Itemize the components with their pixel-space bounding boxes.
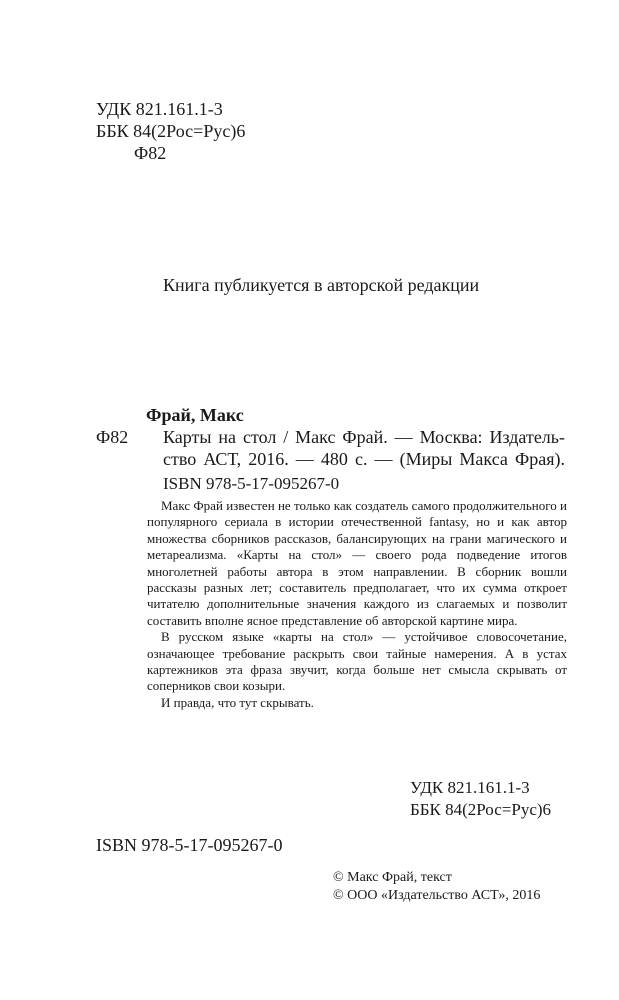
entry-isbn: ISBN 978-5-17-095267-0: [163, 474, 340, 493]
annotation-paragraph: Макс Фрай известен не только как создатель самого продолжительного и популярного сериала в истории отечественной fantasy, но и как автор множества сборников рассказов, балансирующих на грани магического и метареализма. «Карты на стол» — своего рода подведение итогов многолетней работы автора в этом направлении. В сборник вошли рассказы разных лет; составитель предполагает, что их сумма откроет читателю дополнительные значения каждого из слагаемых и позволит составить вполне ясное представление об авторской картине мира.: [147, 498, 567, 628]
bibliographic-line-1: Карты на стол / Макс Фрай. — Москва: Издатель-: [163, 427, 565, 447]
annotation-paragraph: И правда, что тут скрывать.: [161, 694, 314, 710]
editorial-notice: Книга публикуется в авторской редакции: [163, 275, 480, 295]
annotation-paragraph: В русском языке «карты на стол» — устойчивое словосочетание, означающее требование раскрыть свои тайные намерения. А в устах картежников эта фраза звучит, когда больше нет смысла скрывать от соперников свои козыри.: [147, 629, 567, 694]
bottom-bbk-code: ББК 84(2Рос=Рус)6: [410, 800, 552, 819]
annotation: [147, 498, 567, 711]
bottom-udk-code: УДК 821.161.1-3: [410, 778, 530, 797]
copyright-text: © Макс Фрай, текст: [333, 870, 452, 885]
author-heading: Фрай, Макс: [146, 405, 244, 425]
top-author-mark: Ф82: [134, 143, 167, 163]
bibliographic-description: [163, 426, 565, 470]
top-udk-code: УДК 821.161.1-3: [96, 99, 223, 119]
bottom-isbn: ISBN 978-5-17-095267-0: [96, 835, 283, 855]
copyright-publisher: © ООО «Издательство АСТ», 2016: [333, 888, 541, 903]
entry-author-mark: Ф82: [96, 427, 129, 447]
bibliographic-line-2: ство АСТ, 2016. — 480 с. — (Миры Макса Фрая).: [163, 449, 565, 469]
top-bbk-code: ББК 84(2Рос=Рус)6: [96, 121, 246, 141]
